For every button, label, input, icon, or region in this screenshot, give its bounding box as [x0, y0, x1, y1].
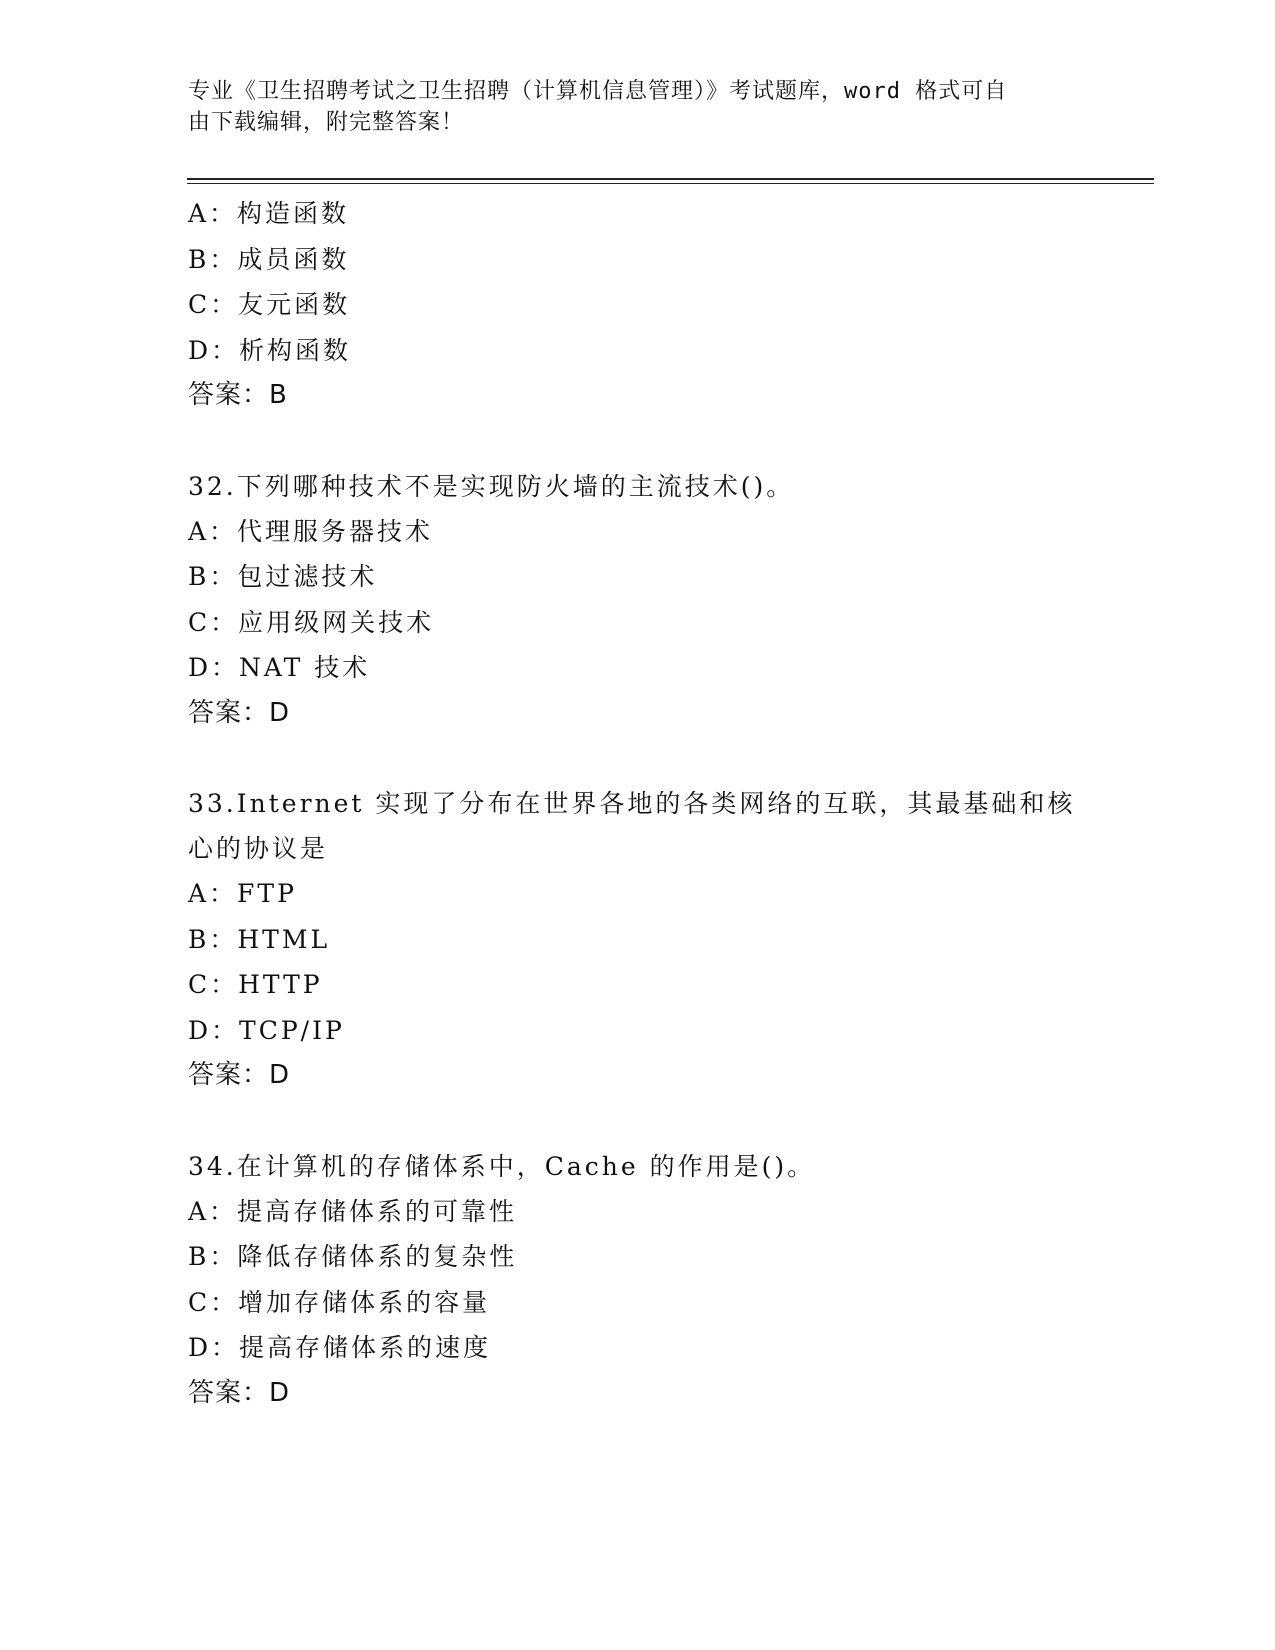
- question-text-line-1: 33.Internet 实现了分布在世界各地的各类网络的互联，其最基础和核: [188, 789, 1076, 818]
- option-c: C：增加存储体系的容量: [188, 1287, 491, 1317]
- answer-label: 答案：D: [188, 1060, 291, 1090]
- option-b: B：HTML: [188, 924, 331, 954]
- question-33: [188, 781, 1088, 1099]
- option-b: B：包过滤技术: [188, 562, 378, 591]
- option-d: D：NAT 技术: [188, 653, 371, 682]
- option-a: A：构造函数: [188, 199, 350, 228]
- question-34: [188, 1144, 1088, 1417]
- option-d: D：析构函数: [188, 335, 352, 365]
- answer-label: 答案：D: [188, 697, 291, 728]
- question-text: 34.在计算机的存储体系中，Cache 的作用是()。: [188, 1151, 816, 1181]
- option-d: D：TCP/IP: [188, 1015, 345, 1045]
- answer-label: 答案：D: [188, 1377, 291, 1408]
- option-a: A：提高存储体系的可靠性: [188, 1196, 518, 1226]
- option-d: D：提高存储体系的速度: [188, 1333, 492, 1362]
- option-c: C：HTTP: [188, 970, 323, 999]
- question-list: [188, 191, 1088, 1416]
- document-header: [188, 76, 1068, 138]
- question-32: [188, 464, 1088, 737]
- header-line-2: 由下载编辑，附完整答案！: [188, 110, 465, 135]
- option-b: B：降低存储体系的复杂性: [188, 1242, 518, 1271]
- option-c: C：友元函数: [188, 290, 351, 319]
- header-line-1: 专业《卫生招聘考试之卫生招聘（计算机信息管理）》考试题库，word 格式可自: [188, 79, 1008, 104]
- question-text-line-2: 心的协议是: [188, 834, 329, 863]
- question-31: [188, 191, 1088, 419]
- header-divider-thin: [187, 183, 1154, 184]
- answer-label: 答案：B: [188, 380, 288, 410]
- question-text: 32.下列哪种技术不是实现防火墙的主流技术()。: [188, 471, 795, 501]
- option-b: B：成员函数: [188, 244, 350, 274]
- option-a: A：代理服务器技术: [188, 516, 434, 546]
- option-c: C：应用级网关技术: [188, 607, 435, 637]
- option-a: A：FTP: [188, 879, 297, 908]
- header-divider-thick: [187, 178, 1154, 180]
